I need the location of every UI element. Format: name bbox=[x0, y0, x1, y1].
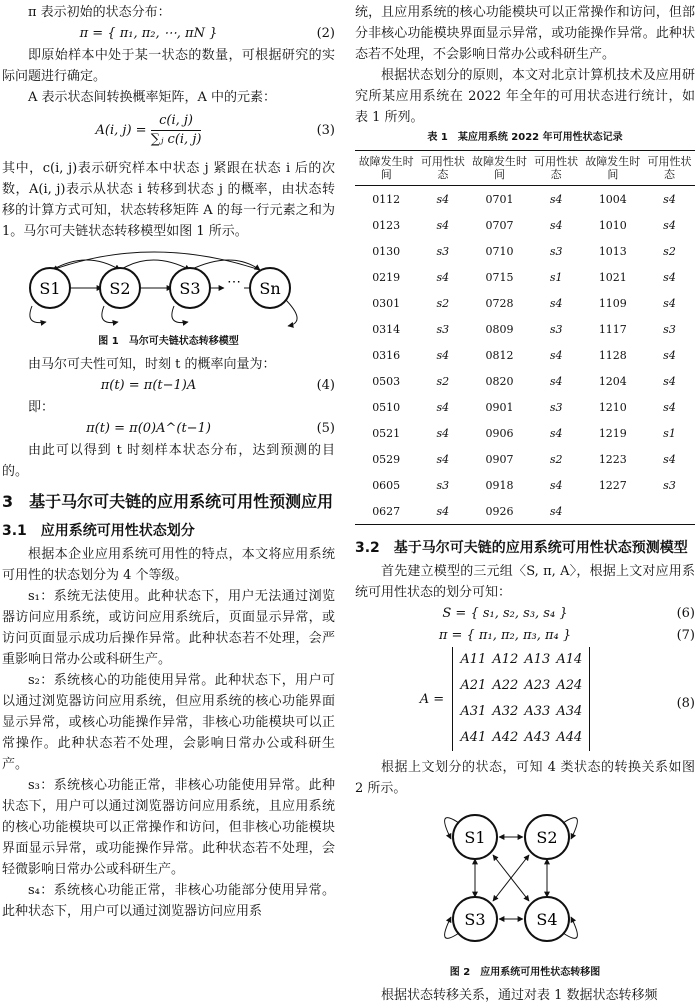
equation-4 bbox=[2, 375, 335, 397]
table-header-cell: 可用性状态 bbox=[531, 151, 582, 186]
equation-3-number: (3) bbox=[316, 123, 335, 138]
cell-fault-time: 0820 bbox=[485, 374, 514, 388]
figure-2-label-s3: S3 bbox=[464, 910, 486, 929]
cell-availability-state: s4 bbox=[549, 218, 563, 232]
cell-fault-time: 0901 bbox=[485, 400, 514, 414]
cell-fault-time: 0314 bbox=[372, 322, 401, 336]
equation-7-body: π = { π₁, π₂, π₃, π₄ } bbox=[438, 628, 572, 643]
cell-availability-state: s4 bbox=[436, 348, 450, 362]
cell-availability-state: s4 bbox=[549, 426, 563, 440]
equation-8-lhs: A = bbox=[419, 691, 445, 707]
cell-fault-time: 0316 bbox=[372, 348, 401, 362]
paragraph-state-levels: 根据本企业应用系统可用性的特点，本文将应用系统可用性的状态划分为 4 个等级。 bbox=[2, 547, 335, 583]
paragraph-four-states: 根据上文划分的状态，可知 4 类状态的转换关系如图 2 所示。 bbox=[355, 760, 695, 796]
equation-3-lhs: A(i, j) = bbox=[95, 123, 147, 138]
cell-availability-state: s4 bbox=[549, 296, 563, 310]
cell-availability-state: s4 bbox=[663, 218, 676, 232]
matrix-element: A12 bbox=[492, 652, 519, 667]
figure-2-caption: 图 2 应用系统可用性状态转移图 bbox=[449, 967, 601, 978]
cell-fault-time: 0605 bbox=[372, 478, 401, 492]
paragraph-state-s4: s₄：系统核心功能正常，非核心功能部分使用异常。此种状态下，用户可以通过浏览器访问应用系 bbox=[2, 883, 335, 919]
table-header-cell: 故障发生时间 bbox=[355, 151, 417, 186]
cell-availability-state: s3 bbox=[436, 478, 450, 492]
cell-fault-time: 0715 bbox=[485, 270, 514, 284]
table-row bbox=[355, 498, 695, 525]
table-1-body bbox=[355, 186, 695, 525]
cell-availability-state: s3 bbox=[436, 244, 450, 258]
cell-availability-state: s2 bbox=[549, 452, 563, 466]
cell-fault-time: 0521 bbox=[372, 426, 401, 440]
matrix-element: A41 bbox=[460, 730, 487, 745]
cell-fault-time: 0130 bbox=[372, 244, 401, 258]
table-row bbox=[355, 186, 695, 213]
figure-2-state-diagram bbox=[355, 803, 695, 963]
cell-fault-time: 0529 bbox=[372, 452, 401, 466]
table-row bbox=[355, 264, 695, 290]
paragraph-state-s3: s₃：系统核心功能正常，非核心功能使用异常。此种状态下，用户可以通过浏览器访问应用系统，且应用系统的核心功能模块可以正常操作和访问，但非核心功能模块界面显示异常，或功能操作异常。此种状态若不处理，会轻微影响日常办公或科研生产。 bbox=[2, 778, 335, 877]
cell-fault-time: 0918 bbox=[485, 478, 514, 492]
cell-availability-state: s4 bbox=[663, 296, 676, 310]
table-row bbox=[355, 446, 695, 472]
equation-2 bbox=[2, 23, 335, 45]
figure-2-label-s2: S2 bbox=[536, 828, 558, 847]
cell-fault-time: 1219 bbox=[598, 426, 627, 440]
cell-availability-state: s2 bbox=[436, 374, 450, 388]
paragraph-prediction-goal: 由此可以得到 t 时刻样本状态分布，达到预测的目的。 bbox=[2, 443, 335, 479]
cell-fault-time: 0627 bbox=[355, 498, 417, 525]
equation-6 bbox=[355, 603, 695, 625]
cell-fault-time: 0907 bbox=[485, 452, 514, 466]
figure-1-markov-chain bbox=[2, 248, 335, 330]
text-pi-definition: π 表示初始的状态分布： bbox=[28, 5, 171, 20]
matrix-element: A21 bbox=[460, 678, 487, 693]
equation-2-number: (2) bbox=[316, 26, 335, 41]
cell-availability-state: s4 bbox=[549, 374, 563, 388]
cell-availability-state: s4 bbox=[663, 348, 676, 362]
matrix-element: A13 bbox=[524, 652, 551, 667]
equation-5-number: (5) bbox=[316, 421, 335, 436]
cell-availability-state: s4 bbox=[417, 498, 468, 525]
equation-5 bbox=[2, 418, 335, 440]
cell-availability-state: s4 bbox=[663, 270, 676, 284]
figure-1-label-s1: S1 bbox=[39, 279, 61, 298]
table-row bbox=[355, 212, 695, 238]
paragraph-transition-count: 其中，c(i, j)表示研究样本中状态 j 紧跟在状态 i 后的次数，A(i, j)表示从状态 i 转移到状态 j 的概率，由状态转移的计算方式可知，状态转移矩阵 A 的每一行元素之和为 1。马尔可夫链状态转移模型如图 1 所示。 bbox=[2, 161, 335, 239]
cell-fault-time: 0701 bbox=[485, 192, 514, 206]
cell-fault-time: 1210 bbox=[598, 400, 627, 414]
equation-4-body: π(t) = π(t−1)A bbox=[100, 378, 197, 393]
table-row bbox=[355, 420, 695, 446]
cell-fault-time: 0926 bbox=[468, 498, 530, 525]
cell-availability-state: s4 bbox=[436, 192, 450, 206]
cell-availability-state: s4 bbox=[549, 348, 563, 362]
table-header-cell: 可用性状态 bbox=[644, 151, 695, 186]
cell-fault-time: 1004 bbox=[598, 192, 627, 206]
figure-1-label-s2: S2 bbox=[109, 279, 131, 298]
matrix-a bbox=[452, 647, 590, 751]
cell-fault-time: 1117 bbox=[598, 322, 627, 336]
paragraph-transition-frequency: 根据状态转移关系，通过对表 1 数据状态转移频 bbox=[381, 988, 658, 1003]
table-row bbox=[355, 290, 695, 316]
equation-7-number: (7) bbox=[676, 628, 695, 643]
table-row bbox=[355, 316, 695, 342]
paragraph-state-s2: s₂：系统核心的功能使用异常。此种状态下，用户可以通过浏览器访问应用系统，但应用系统的核心功能界面显示异常，或核心功能操作异常，非核心功能模块可以正常操作。此种状态若不处理，会影响日常办公或科研生产。 bbox=[2, 673, 335, 772]
cell-availability-state: s1 bbox=[549, 270, 563, 284]
figure-1-label-s3: S3 bbox=[179, 279, 201, 298]
section-3-2-heading: 3.2 基于马尔可夫链的应用系统可用性状态预测模型 bbox=[355, 540, 688, 556]
table-header-cell: 可用性状态 bbox=[417, 151, 468, 186]
figure-2-label-s1: S1 bbox=[464, 828, 486, 847]
paragraph-model-triple: 首先建立模型的三元组〈S, π, A〉，根据上文对应用系统可用性状态的划分可知： bbox=[355, 564, 695, 600]
table-1 bbox=[355, 150, 695, 525]
cell-fault-time: 0510 bbox=[372, 400, 401, 414]
matrix-element: A42 bbox=[492, 730, 519, 745]
equation-3-denominator: ∑ⱼ c(i, j) bbox=[150, 132, 202, 147]
cell-fault-time: 1109 bbox=[598, 296, 627, 310]
table-row bbox=[355, 394, 695, 420]
cell-availability-state: s3 bbox=[663, 478, 676, 492]
cell-fault-time: 0728 bbox=[485, 296, 514, 310]
cell-fault-time: 0809 bbox=[485, 322, 514, 336]
cell-fault-time: 0301 bbox=[372, 296, 401, 310]
cell-availability-state: s4 bbox=[436, 218, 450, 232]
cell-fault-time: 0503 bbox=[372, 374, 401, 388]
cell-fault-time: 1204 bbox=[598, 374, 627, 388]
equation-6-body: S = { s₁, s₂, s₃, s₄ } bbox=[442, 606, 568, 621]
figure-2-label-s4: S4 bbox=[536, 910, 558, 929]
figure-1-ellipsis: ⋯ bbox=[227, 274, 241, 290]
figure-1-caption: 图 1 马尔可夫链状态转移模型 bbox=[98, 336, 239, 347]
cell-fault-time: 0906 bbox=[485, 426, 514, 440]
equation-4-number: (4) bbox=[316, 378, 335, 393]
table-header-cell: 故障发生时间 bbox=[468, 151, 530, 186]
equation-3 bbox=[2, 108, 335, 158]
equation-3-numerator: c(i, j) bbox=[151, 112, 202, 131]
cell-fault-time: 0707 bbox=[485, 218, 514, 232]
matrix-element: A11 bbox=[460, 652, 487, 667]
matrix-element: A44 bbox=[556, 730, 583, 745]
cell-availability-state: s4 bbox=[663, 192, 676, 206]
cell-fault-time: 0812 bbox=[485, 348, 514, 362]
paragraph-probability-vector: 由马尔可夫性可知，时刻 t 的概率向量为： bbox=[28, 357, 276, 372]
cell-availability-state: s4 bbox=[549, 478, 563, 492]
equation-5-body: π(t) = π(0)A^(t−1) bbox=[86, 421, 211, 436]
section-3-heading: 3 基于马尔可夫链的应用系统可用性预测应用 bbox=[2, 492, 334, 511]
cell-fault-time: 1128 bbox=[598, 348, 627, 362]
equation-6-number: (6) bbox=[676, 606, 695, 621]
text-ie: 即： bbox=[28, 400, 55, 415]
equation-8-number: (8) bbox=[676, 696, 695, 711]
cell-availability-state: s3 bbox=[663, 322, 676, 336]
cell-fault-time: 1021 bbox=[598, 270, 627, 284]
cell-fault-time: 0123 bbox=[372, 218, 401, 232]
right-column bbox=[355, 0, 695, 1006]
matrix-element: A23 bbox=[524, 678, 551, 693]
table-row bbox=[355, 472, 695, 498]
cell-fault-time: 0219 bbox=[372, 270, 401, 284]
paragraph-state-s4-continued: 统，且应用系统的核心功能模块可以正常操作和访问，但部分非核心功能模块界面显示异常，或功能操作异常。此种状态若不处理，不会影响日常办公或科研生产。 bbox=[355, 5, 695, 62]
cell-availability-state: s3 bbox=[549, 400, 563, 414]
table-1-header-row bbox=[355, 151, 695, 186]
cell-availability-state: s3 bbox=[436, 322, 450, 336]
cell-availability-state: s2 bbox=[436, 296, 450, 310]
figure-1-label-sn: Sn bbox=[259, 279, 281, 298]
cell-availability-state: s4 bbox=[436, 426, 450, 440]
paragraph-initial-state: 即原始样本中处于某一状态的数量，可根据研究的实际问题进行确定。 bbox=[2, 48, 335, 84]
paragraph-state-s1: s₁：系统无法使用。此种状态下，用户无法通过浏览器访问应用系统，或访问应用系统后，页面显示异常，或访问页面显示成功后操作异常。此种状态若不处理，会严重影响日常办公或科研生产。 bbox=[2, 589, 335, 667]
equation-8 bbox=[355, 647, 695, 757]
table-1-caption: 表 1 某应用系统 2022 年可用性状态记录 bbox=[427, 132, 623, 143]
cell-availability-state: s3 bbox=[549, 244, 563, 258]
cell-fault-time: 1013 bbox=[598, 244, 627, 258]
cell-availability-state: s2 bbox=[663, 244, 676, 258]
cell-availability-state: s3 bbox=[549, 322, 563, 336]
matrix-element: A31 bbox=[460, 704, 487, 719]
cell-fault-time bbox=[582, 498, 644, 525]
equation-7 bbox=[355, 625, 695, 647]
cell-availability-state: s4 bbox=[436, 400, 450, 414]
paragraph-matrix-a: A 表示状态间转换概率矩阵，A 中的元素： bbox=[28, 90, 277, 105]
cell-availability-state: s1 bbox=[663, 426, 676, 440]
cell-availability-state bbox=[644, 498, 695, 525]
matrix-element: A32 bbox=[492, 704, 519, 719]
cell-availability-state: s4 bbox=[663, 400, 676, 414]
cell-availability-state: s4 bbox=[663, 452, 676, 466]
table-header-cell: 故障发生时间 bbox=[582, 151, 644, 186]
cell-availability-state: s4 bbox=[531, 498, 582, 525]
matrix-element: A22 bbox=[492, 678, 519, 693]
matrix-element: A34 bbox=[556, 704, 583, 719]
cell-availability-state: s4 bbox=[663, 374, 676, 388]
cell-availability-state: s4 bbox=[436, 452, 450, 466]
cell-fault-time: 1223 bbox=[598, 452, 627, 466]
cell-availability-state: s4 bbox=[436, 270, 450, 284]
cell-fault-time: 0112 bbox=[372, 192, 401, 206]
cell-fault-time: 1227 bbox=[598, 478, 627, 492]
equation-2-body: π = { π₁, π₂, ⋯, πN } bbox=[79, 26, 218, 41]
cell-fault-time: 0710 bbox=[485, 244, 514, 258]
table-row bbox=[355, 342, 695, 368]
paragraph-statistics-intro: 根据状态划分的原则，本文对北京计算机技术及应用研究所某应用系统在 2022 年全年的可用状态进行统计，如表 1 所列。 bbox=[355, 68, 695, 125]
matrix-element: A33 bbox=[524, 704, 551, 719]
cell-fault-time: 1010 bbox=[598, 218, 627, 232]
table-row bbox=[355, 238, 695, 264]
equation-3-fraction bbox=[151, 112, 202, 149]
cell-availability-state: s4 bbox=[549, 192, 563, 206]
matrix-element: A14 bbox=[556, 652, 583, 667]
section-3-1-heading: 3.1 应用系统可用性状态划分 bbox=[2, 523, 195, 539]
table-row bbox=[355, 368, 695, 394]
left-column bbox=[2, 0, 335, 922]
matrix-element: A43 bbox=[524, 730, 551, 745]
matrix-element: A24 bbox=[556, 678, 583, 693]
